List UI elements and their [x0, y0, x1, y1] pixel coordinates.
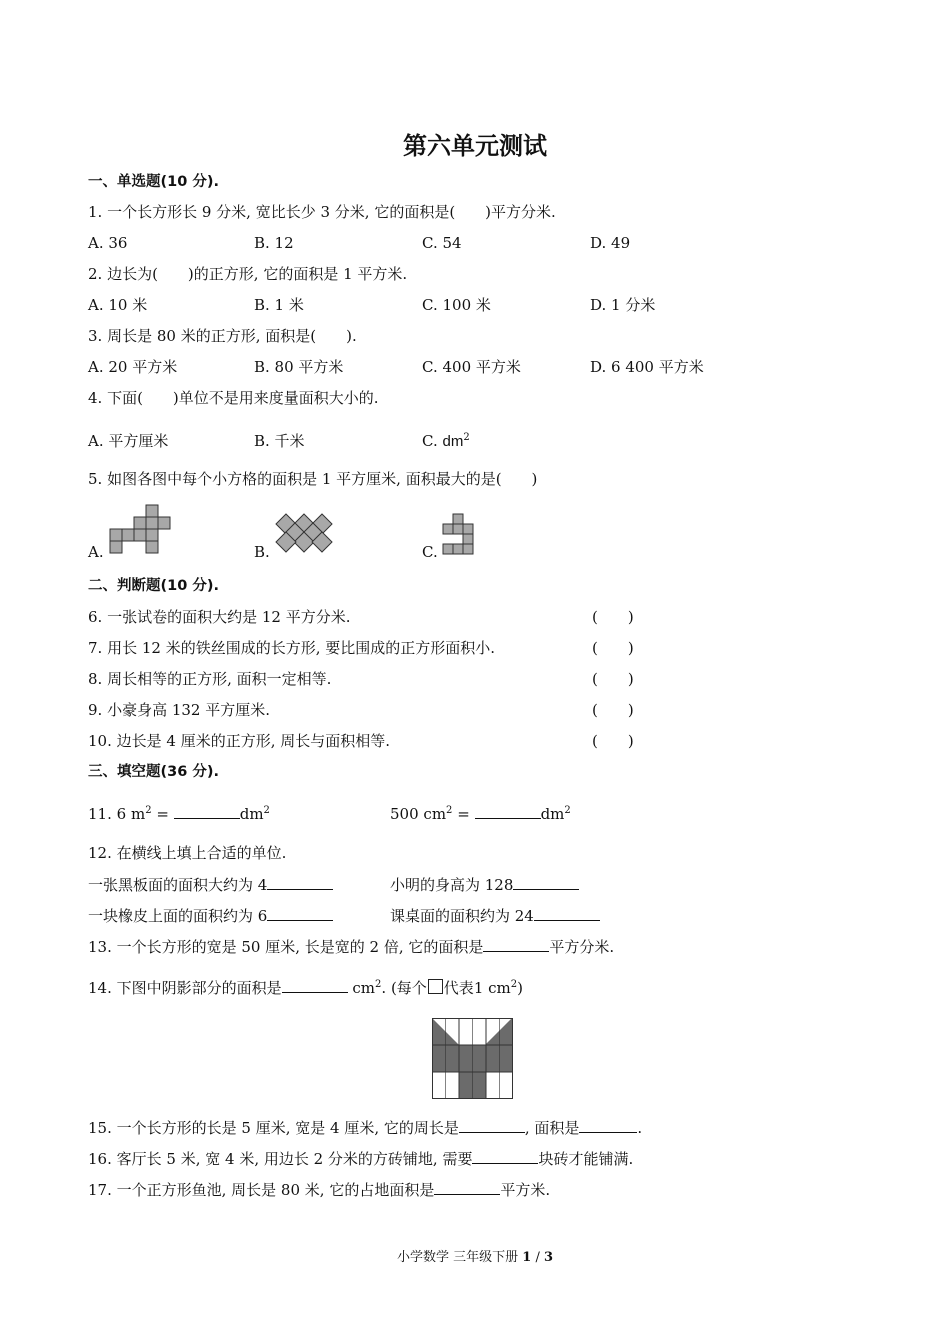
- q11-left-unit: m: [130, 805, 146, 823]
- q1-option-d: D. 49: [590, 234, 631, 252]
- q2-option-b: B. 1 米: [254, 296, 304, 314]
- question-17: [88, 1179, 550, 1200]
- q14-text-c: 代表: [443, 979, 474, 997]
- q15-text-a: 15. 一个长方形的长是 5 厘米, 宽是 4 厘米, 它的周长是: [88, 1119, 459, 1137]
- q16-text-a: 16. 客厅长 5 米, 宽 4 米, 用边长 2 分米的方砖铺地, 需要: [88, 1150, 473, 1168]
- judge-answer-6[interactable]: ( ): [592, 608, 634, 626]
- q11-left-value: 6: [116, 805, 127, 823]
- q15-text-c: .: [637, 1119, 643, 1137]
- q16-blank[interactable]: [472, 1148, 538, 1164]
- q14-text-a: 14. 下图中阴影部分的面积是: [88, 979, 282, 997]
- q3-option-a: A. 20 平方米: [88, 358, 178, 376]
- footer-text: 小学数学 三年级下册: [396, 1250, 519, 1265]
- q12-blank-1[interactable]: [267, 874, 333, 890]
- question-12-stem: 12. 在横线上填上合适的单位.: [88, 844, 287, 862]
- q14-shaded-region: [432, 1018, 512, 1099]
- q13-blank[interactable]: [483, 936, 549, 952]
- q4-option-c-unit: dm: [442, 433, 464, 450]
- footer-separator: /: [535, 1250, 540, 1265]
- q14-text-e: ): [517, 979, 523, 997]
- question-16: [88, 1148, 633, 1169]
- q4-option-a: A. 平方厘米: [88, 432, 169, 450]
- q11-number: 11.: [88, 805, 112, 823]
- q13-text-a: 13. 一个长方形的宽是 50 厘米, 长是宽的 2 倍, 它的面积是: [88, 938, 484, 956]
- section-heading-2: 二、判断题(10 分).: [88, 578, 219, 594]
- q14-text-b: . (每个: [381, 979, 427, 997]
- question-4-stem: 4. 下面( )单位不是用来度量面积大小的.: [88, 389, 379, 407]
- q4-option-c-label: C.: [422, 432, 438, 450]
- q5-option-c: C.: [422, 543, 438, 561]
- q11-answer-blank-2[interactable]: [475, 803, 541, 819]
- q3-option-c: C. 400 平方米: [422, 358, 521, 376]
- question-1-stem: 1. 一个长方形长 9 分米, 宽比长少 3 分米, 它的面积是( )平方分米.: [88, 203, 556, 221]
- q15-text-b: , 面积是: [524, 1119, 580, 1137]
- question-11-left: [88, 803, 270, 824]
- q12-blank-3[interactable]: [267, 905, 333, 921]
- question-5-stem: 5. 如图各图中每个小方格的面积是 1 平方厘米, 面积最大的是( ): [88, 470, 538, 488]
- q1-option-a: A. 36: [88, 234, 128, 252]
- question-3-stem: 3. 周长是 80 米的正方形, 面积是( ).: [88, 327, 357, 345]
- judge-item-6: 6. 一张试卷的面积大约是 12 平方分米.: [88, 608, 351, 626]
- question-13: [88, 936, 614, 957]
- q14-unit: cm: [352, 979, 376, 997]
- q14-unit-exp: 2: [375, 979, 382, 990]
- judge-item-10: 10. 边长是 4 厘米的正方形, 周长与面积相等.: [88, 732, 391, 750]
- q14-shaded-figure: [432, 1018, 514, 1100]
- question-14: [88, 977, 523, 998]
- q12-blank-2[interactable]: [513, 874, 579, 890]
- q15-blank-2[interactable]: [579, 1117, 637, 1133]
- q11-left-exp: 2: [145, 805, 152, 816]
- q17-text-a: 17. 一个正方形鱼池, 周长是 80 米, 它的占地面积是: [88, 1181, 435, 1199]
- q12-row2-left-text: 一块橡皮上面的面积约为 6: [88, 907, 268, 925]
- judge-answer-9[interactable]: ( ): [592, 701, 634, 719]
- q11-right-equals: =: [457, 805, 470, 823]
- section-heading-3: 三、填空题(36 分).: [88, 764, 219, 780]
- q1-option-c: C. 54: [422, 234, 462, 252]
- figure-c-tiles: [443, 514, 473, 554]
- judge-item-7: 7. 用长 12 米的铁丝围成的长方形, 要比围成的正方形面积小.: [88, 639, 496, 657]
- q12-row1-right-text: 小明的身高为 128: [390, 876, 514, 894]
- figure-b-tiles: [276, 514, 332, 552]
- question-2-stem: 2. 边长为( )的正方形, 它的面积是 1 平方米.: [88, 265, 408, 283]
- q11-right-unit: cm: [423, 805, 447, 823]
- page-footer: [0, 1246, 950, 1265]
- q12-row1-left-text: 一张黑板面的面积大约为 4: [88, 876, 268, 894]
- q12-blank-4[interactable]: [534, 905, 600, 921]
- judge-item-9: 9. 小豪身高 132 平方厘米.: [88, 701, 271, 719]
- q16-text-b: 块砖才能铺满.: [538, 1150, 634, 1168]
- q14-blank[interactable]: [282, 977, 348, 993]
- q4-option-b: B. 千米: [254, 432, 305, 450]
- q5-option-b: B.: [254, 543, 270, 561]
- footer-page-number: 1: [522, 1250, 532, 1265]
- figure-c-grid: [443, 514, 487, 556]
- q11-answer-blank-1[interactable]: [174, 803, 240, 819]
- q11-right-exp: 2: [446, 805, 453, 816]
- q11-left-result-exp: 2: [263, 805, 270, 816]
- q12-row1-right: [390, 874, 579, 895]
- judge-answer-8[interactable]: ( ): [592, 670, 634, 688]
- q12-row2-right-text: 课桌面的面积约为 24: [390, 907, 534, 925]
- q12-row2-right: [390, 905, 600, 926]
- q2-option-a: A. 10 米: [88, 296, 148, 314]
- q3-option-d: D. 6 400 平方米: [590, 358, 704, 376]
- unit-square-icon: [428, 979, 443, 994]
- q17-text-b: 平方米.: [500, 1181, 551, 1199]
- q4-option-c: [422, 431, 470, 452]
- footer-page-total: 3: [543, 1250, 554, 1265]
- q13-text-b: 平方分米.: [549, 938, 615, 956]
- figure-b-grid: [276, 514, 332, 556]
- q17-blank[interactable]: [434, 1179, 500, 1195]
- q2-option-c: C. 100 米: [422, 296, 491, 314]
- q3-option-b: B. 80 平方米: [254, 358, 344, 376]
- q12-row2-left: [88, 905, 333, 926]
- q11-left-result-unit: dm: [239, 805, 264, 823]
- q12-row1-left: [88, 874, 333, 895]
- question-15: [88, 1117, 642, 1138]
- question-11-right: [390, 803, 571, 824]
- figure-a-grid: [110, 505, 172, 553]
- q15-blank-1[interactable]: [459, 1117, 525, 1133]
- q4-option-c-exponent: 2: [463, 432, 470, 443]
- figure-a-tiles: [110, 505, 170, 553]
- q11-right-value: 500: [390, 805, 419, 823]
- judge-answer-10[interactable]: ( ): [592, 732, 634, 750]
- q11-right-result-exp: 2: [564, 805, 571, 816]
- q11-right-result-unit: dm: [540, 805, 565, 823]
- section-heading-1: 一、单选题(10 分).: [88, 174, 219, 190]
- page-title: 第六单元测试: [403, 132, 547, 160]
- q5-option-a: A.: [88, 543, 104, 561]
- q14-text-d: 1 cm: [473, 979, 511, 997]
- judge-answer-7[interactable]: ( ): [592, 639, 634, 657]
- q11-left-equals: =: [156, 805, 169, 823]
- judge-item-8: 8. 周长相等的正方形, 面积一定相等.: [88, 670, 332, 688]
- q14-text-d-exp: 2: [510, 979, 518, 990]
- q2-option-d: D. 1 分米: [590, 296, 656, 314]
- q1-option-b: B. 12: [254, 234, 294, 252]
